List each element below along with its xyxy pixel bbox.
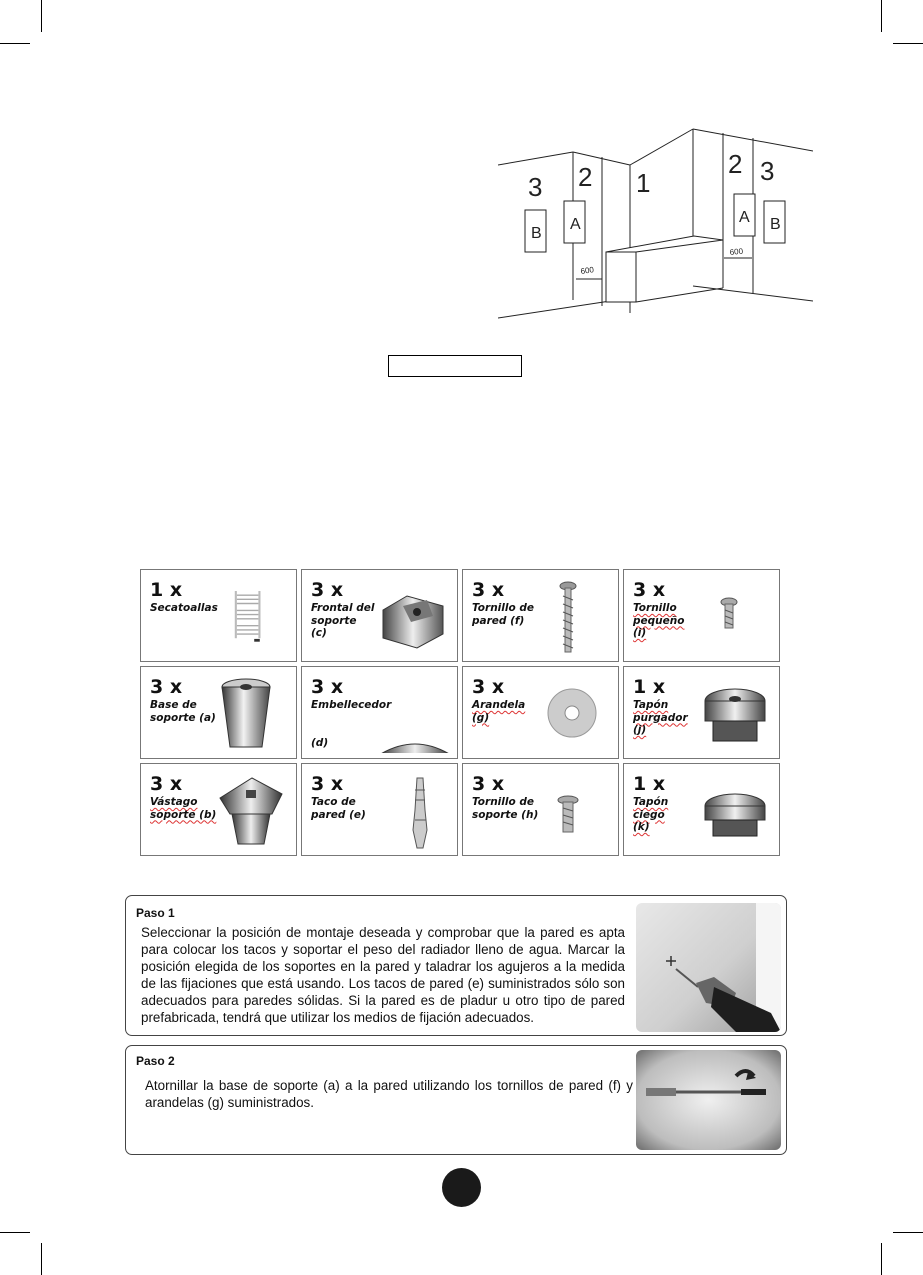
radiator-label: A [739,209,750,226]
crop-mark [0,1232,30,1233]
part-qty: 3 x [150,676,183,698]
part-qty: 3 x [311,773,344,795]
part-qty: 1 x [633,773,666,795]
crop-mark [881,0,882,32]
bracket-stem-icon [216,770,288,850]
radiator-label: A [570,216,581,233]
part-cell [623,763,780,856]
crop-mark [893,43,923,44]
part-cell [623,569,780,662]
crop-mark [893,1232,923,1233]
cover-cap-icon [375,673,455,753]
step-text: Atornillar la base de soporte (a) a la pared utilizando los tornillos de pared (f) y arandelas (g) suministrados. [145,1078,633,1110]
page-number-dot [442,1168,481,1207]
part-qty: 3 x [472,773,505,795]
towel-radiator-icon [232,576,282,656]
bracket-mounting-icon [636,1050,781,1150]
part-qty: 3 x [150,773,183,795]
radiator-label: B [770,216,781,233]
step-text: Seleccionar la posición de montaje deseada y comprobar que la pared es apta para colocar los tacos y soportar el peso del radiador lleno de agua. Marcar la posición elegida de los soportes en la pared y taladrar los agujeros a la medida de las fijaciones que está usando. Los tacos de pared (e) suministrados sólo son adecuados para paredes sólidas. Si la pared es de pladur u otro tipo de pared prefabricada, tendrá que utilizar los medios de fijación adecuados. [141,925,625,1025]
part-qty: 3 x [472,579,505,601]
zone-label: 1 [636,168,651,198]
bleed-plug-icon [699,673,771,753]
crop-mark [881,1243,882,1275]
crop-mark [41,0,42,32]
mounting-photo [636,1050,781,1150]
part-qty: 3 x [472,676,505,698]
part-cell [301,569,458,662]
part-name: Tapón purgador (j) [633,699,688,736]
part-cell [301,666,458,759]
drill-icon [636,903,781,1032]
part-cell [140,763,297,856]
part-cell [462,763,619,856]
parts-grid [140,569,778,857]
part-qty: 3 x [311,676,344,698]
part-name: Tornillo de pared (f) [472,602,534,627]
step-2-box [125,1045,787,1155]
radiator-label: B [531,225,542,242]
part-qty: 3 x [633,579,666,601]
part-name: Tornillo de soporte (h) [472,796,539,821]
wall-screw-icon [538,576,610,656]
bracket-screw-icon [538,770,610,850]
part-name: Frontal del soporte (c) [311,602,375,639]
part-qty: 1 x [633,676,666,698]
zone-label: 2 [578,162,593,192]
drilling-photo [636,903,781,1032]
part-cell [462,569,619,662]
part-cell [140,666,297,759]
bracket-front-icon [377,576,449,656]
part-cell [140,569,297,662]
crop-mark [0,43,30,44]
part-name: Base de soporte (a) [150,699,216,724]
part-cell [623,666,780,759]
washer-icon [538,673,610,753]
part-cell [462,666,619,759]
dimension-label: 600 [729,246,744,257]
bracket-base-icon [216,673,288,753]
blank-caption-box [388,355,522,377]
wall-plug-icon [377,770,449,850]
part-name: Tornillo pequeño (i) [633,602,685,639]
part-name: Taco de pared (e) [311,796,366,821]
blind-plug-icon [699,770,771,850]
part-cell [301,763,458,856]
part-name: Embellecedor (d) [311,699,392,749]
crop-mark [41,1243,42,1275]
step-title: Paso 1 [136,906,175,920]
bathroom-zone-diagram [498,128,813,323]
step-title: Paso 2 [136,1054,175,1068]
zone-label: 3 [528,172,543,202]
step-1-box [125,895,787,1036]
dimension-label: 600 [580,265,595,276]
small-screw-icon [699,576,771,656]
part-name: Secatoallas [150,602,218,614]
part-name: Arandela (g) [472,699,526,724]
part-qty: 1 x [150,579,183,601]
zone-label: 3 [760,156,775,186]
zone-label: 2 [728,149,743,179]
part-name: Tapón ciego (k) [633,796,669,833]
part-name: Vástago soporte (b) [150,796,217,821]
part-qty: 3 x [311,579,344,601]
